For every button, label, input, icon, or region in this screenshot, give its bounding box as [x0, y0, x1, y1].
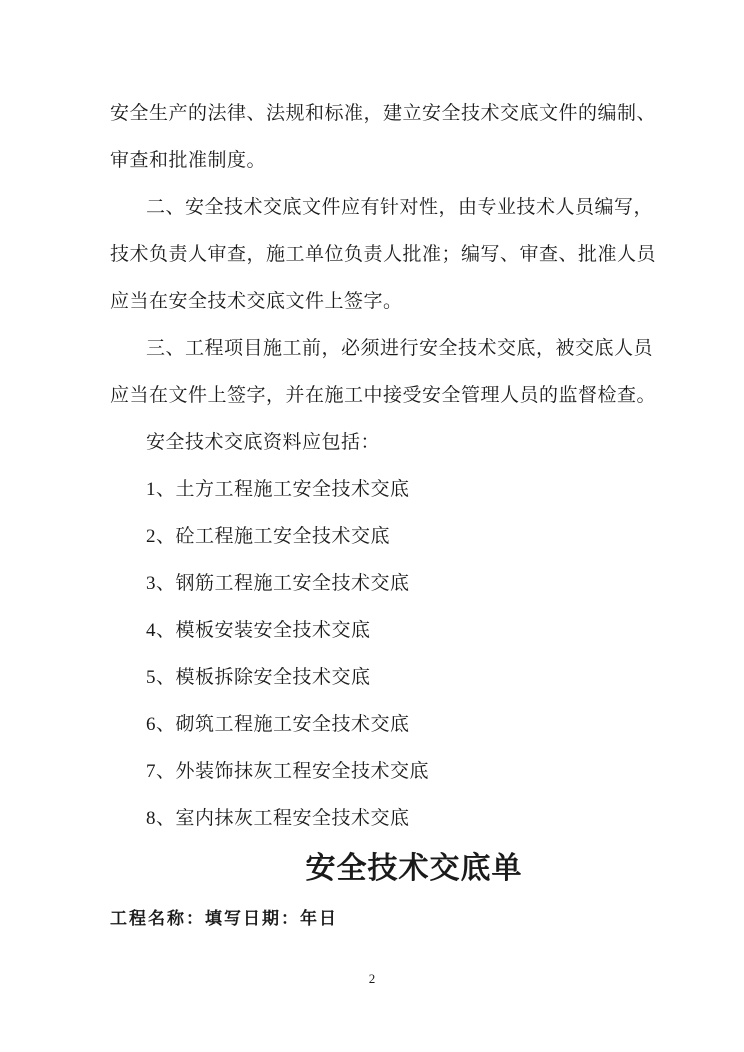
- body-line: 安全生产的法律、法规和标准，建立安全技术交底文件的编制、: [110, 103, 657, 124]
- body-line: 8、室内抹灰工程安全技术交底: [146, 808, 410, 829]
- page-number: 2: [368, 971, 376, 986]
- body-line: 安全技术交底资料应包括：: [146, 432, 381, 453]
- body-line: 二、安全技术交底文件应有针对性，由专业技术人员编写，: [146, 197, 654, 218]
- body-line: 4、模板安装安全技术交底: [146, 620, 371, 641]
- body-line: 应当在安全技术交底文件上签字。: [110, 291, 403, 312]
- form-header-line: 工程名称：填写日期：年日: [110, 909, 338, 928]
- document-body: [110, 90, 657, 842]
- body-line: 6、砌筑工程施工安全技术交底: [146, 714, 410, 735]
- body-line: 审查和批准制度。: [110, 150, 267, 171]
- body-line: 技术负责人审查，施工单位负责人批准；编写、审查、批准人员: [110, 244, 657, 265]
- body-line: 2、砼工程施工安全技术交底: [146, 526, 391, 547]
- body-line: 7、外装饰抹灰工程安全技术交底: [146, 761, 430, 782]
- body-line: 3、钢筋工程施工安全技术交底: [146, 573, 410, 594]
- section-title: 安全技术交底单: [305, 852, 523, 885]
- body-line: 三、工程项目施工前，必须进行安全技术交底，被交底人员: [146, 338, 654, 359]
- body-line: 5、模板拆除安全技术交底: [146, 667, 371, 688]
- body-line: 1、土方工程施工安全技术交底: [146, 479, 410, 500]
- body-line: 应当在文件上签字，并在施工中接受安全管理人员的监督检查。: [110, 385, 657, 406]
